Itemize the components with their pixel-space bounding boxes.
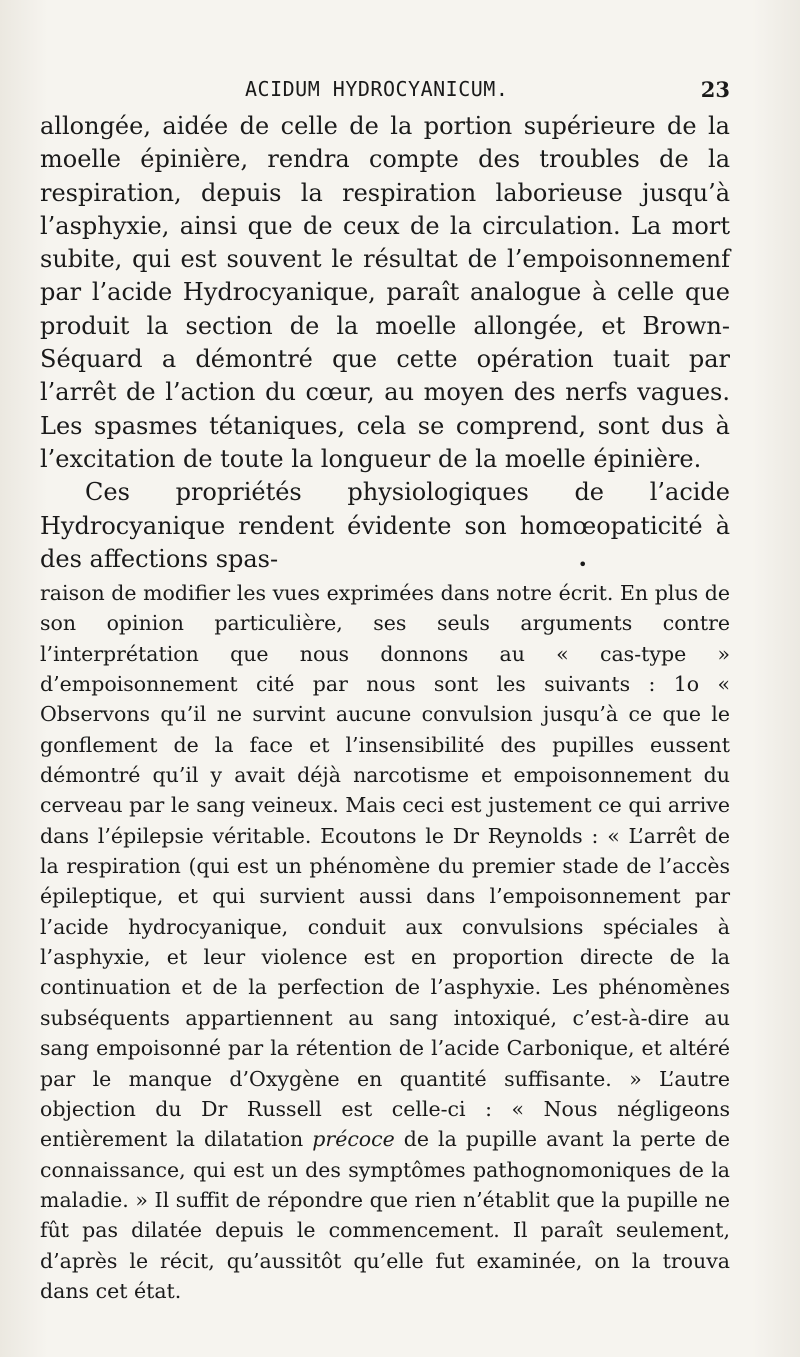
text-part-2: de la pupille avant la perte de connaissance, qui est un des symptômes pathognomoniques de la maladie. » Il suffit de répondre que rien n’établit que la pupille ne fût pas dilatée depuis le commencement. Il paraît seulement, d’après le récit, qu’aussitôt qu’elle fut examinée, on la trouva dans cet état. <box>40 1127 730 1303</box>
paragraph-properties: Ces propriétés physiologiques de l’acide Hydrocyanique rendent évidente son homœopaticité à des affections spas- <box>40 478 730 573</box>
main-text-lower <box>40 578 730 1306</box>
paragraph-continued: allongée, aidée de celle de la portion supérieure de la moelle épinière, rendra compte des troubles de la respiration, depuis la respiration laborieuse jusqu’à l’asphyxie, ainsi que de ceux de la circulation. La mort subite, qui est souvent le résultat de l’empoisonnemenf par l’acide Hydrocyanique, paraît analogue à celle que produit la section de la moelle allongée, et Brown-Séquard a démontré que cette opération tuait par l’arrêt de l’action du cœur, au moyen des nerfs vagues. Les spasmes tétaniques, cela se comprend, sont dus à l’excitation de toute la longueur de la moelle épinière. <box>40 112 730 473</box>
page-header <box>40 72 730 106</box>
stray-mark: • <box>578 555 588 574</box>
page-number: 23 <box>700 76 730 102</box>
paragraph-reply-to-russell <box>40 578 730 1306</box>
italic-word: précoce <box>312 1127 395 1152</box>
text-part-1: raison de modifier les vues exprimées dans notre écrit. En plus de son opinion particulière, ses seuls arguments contre l’interprétation que nous donnons au « cas-type » d’empoisonnement cité par nous sont les suivants : 1o « Observons qu’il ne survint aucune convulsion jusqu’à ce que le gonflement de la face et l’insensibilité des pupilles eussent démontré qu’il y avait déjà narcotisme et empoisonnement du cerveau par le sang veineux. Mais ceci est justement ce qui arrive dans l’épilepsie véritable. Ecoutons le Dr Reynolds : « L’arrêt de la respiration (qui est un phénomène du premier stade de l’accès épileptique, et qui survient aussi dans l’empoisonnement par l’acide hydrocyanique, conduit aux convulsions spéciales à l’asphyxie, et leur violence est en proportion directe de la continuation et de la perfection de l’asphyxie. Les phénomènes subséquents appartiennent au sang intoxiqué, c’est-à-dire au sang empoisonné par la rétention de l’acide Carbonique, et altéré par le manque d’Oxygène en quantité suffisante. » L’autre objection du Dr Russell est celle-ci : « Nous négligeons entièrement la dilatation <box>40 581 730 1152</box>
main-text-upper <box>40 110 730 576</box>
running-title: ACIDUM HYDROCYANICUM. <box>245 77 509 101</box>
